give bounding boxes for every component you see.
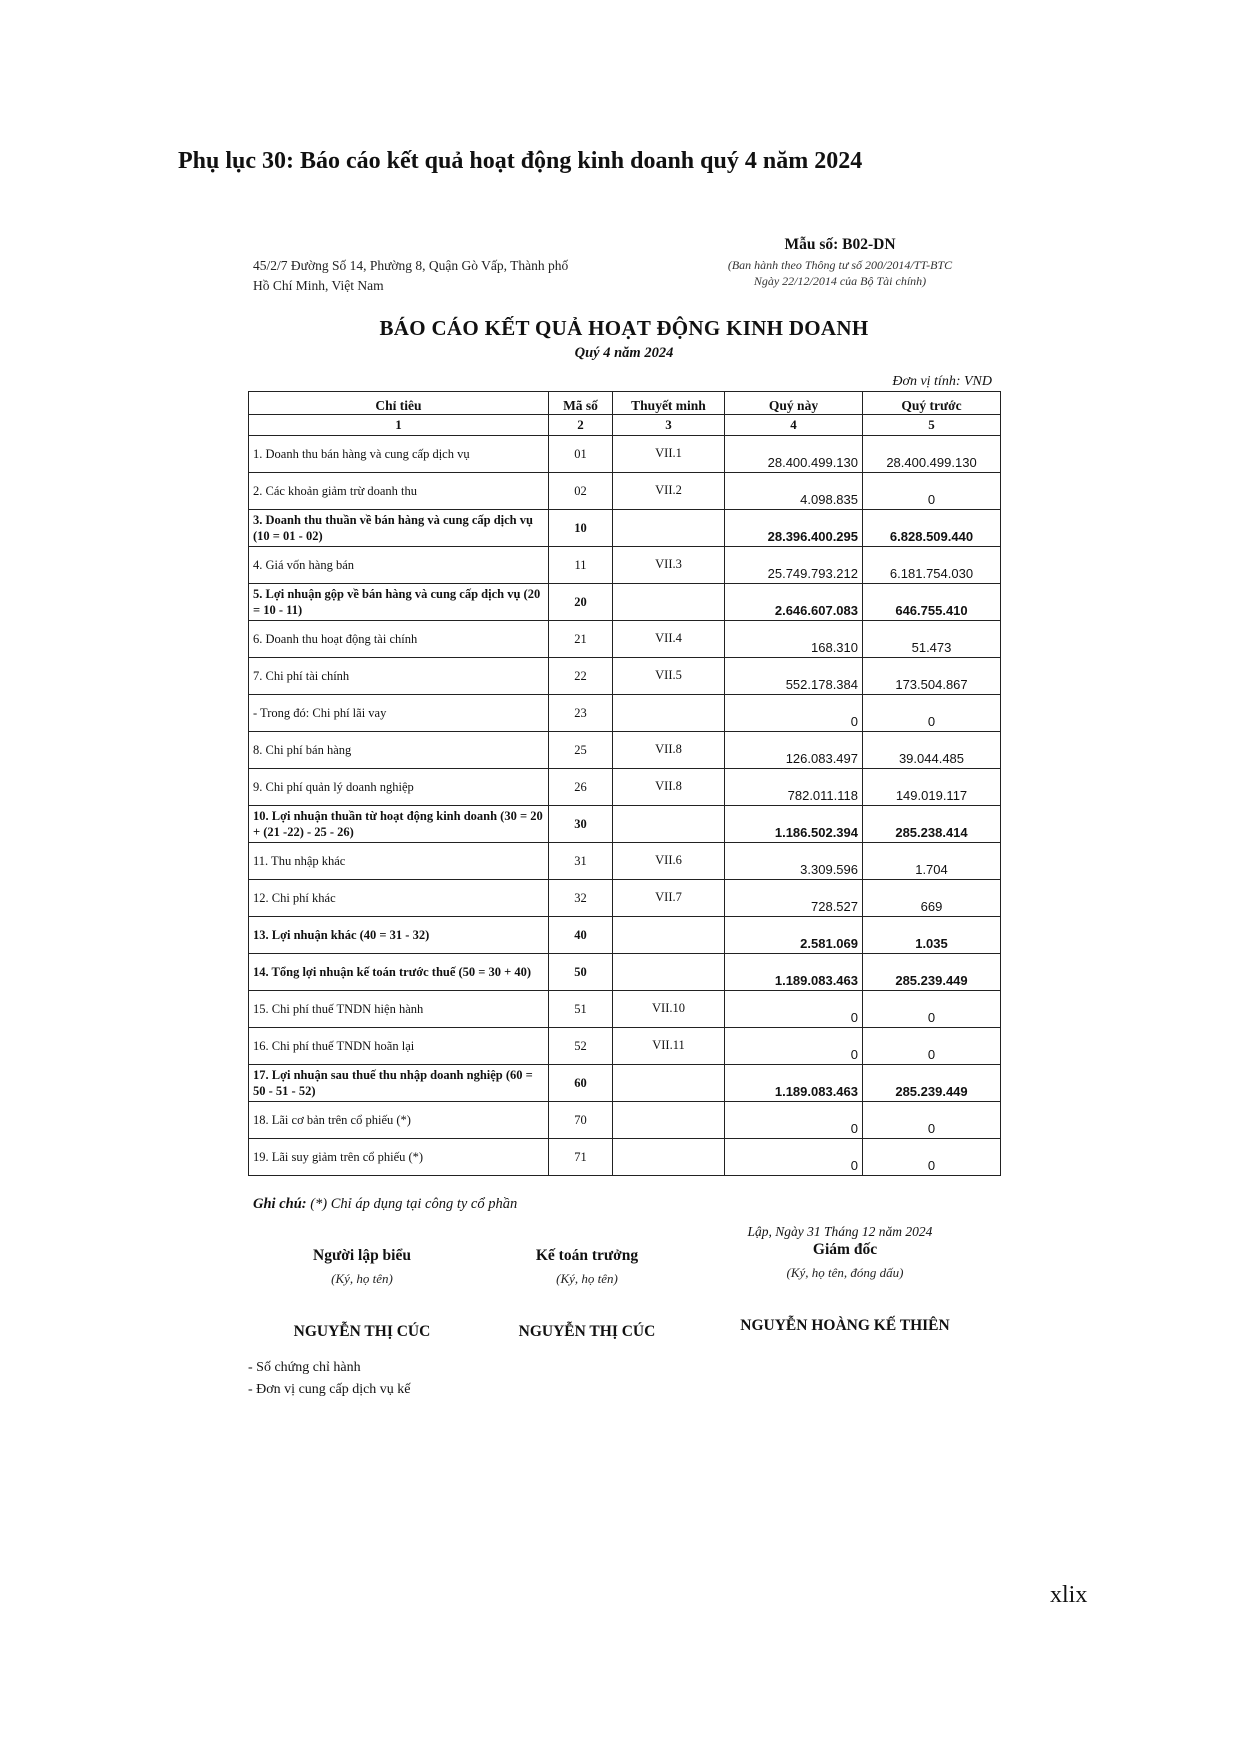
- row-label: 14. Tổng lợi nhuận kế toán trước thuế (50 = 30 + 40): [249, 954, 549, 991]
- header-current-quarter: Quý này: [725, 392, 863, 415]
- appendix-title: Phụ lục 30: Báo cáo kết quả hoạt động kinh doanh quý 4 năm 2024: [178, 148, 863, 174]
- row-label: 16. Chi phí thuế TNDN hoãn lại: [249, 1028, 549, 1065]
- row-code: 02: [549, 473, 613, 510]
- row-note: [613, 1102, 725, 1139]
- table-row: [249, 436, 1001, 473]
- row-current-value: 0: [725, 1028, 863, 1065]
- form-code-block: [680, 236, 1000, 289]
- row-current-value: 4.098.835: [725, 473, 863, 510]
- index-cell: 5: [863, 415, 1001, 436]
- table-row: [249, 806, 1001, 843]
- row-note: VII.1: [613, 436, 725, 473]
- report-period: Quý 4 năm 2024: [574, 345, 674, 361]
- row-previous-value: 0: [863, 1139, 1001, 1176]
- row-previous-value: 173.504.867: [863, 658, 1001, 695]
- row-current-value: 2.581.069: [725, 917, 863, 954]
- row-previous-value: 1.704: [863, 843, 1001, 880]
- row-note: VII.4: [613, 621, 725, 658]
- row-previous-value: 285.239.449: [863, 954, 1001, 991]
- row-previous-value: 1.035: [863, 917, 1001, 954]
- row-label: 2. Các khoản giảm trừ doanh thu: [249, 473, 549, 510]
- row-note: VII.6: [613, 843, 725, 880]
- row-note: [613, 917, 725, 954]
- table-header-row: [249, 392, 1001, 415]
- row-note: VII.3: [613, 547, 725, 584]
- signer-name: NGUYỄN THỊ CÚC: [293, 1323, 431, 1340]
- table-row: [249, 1102, 1001, 1139]
- form-issued-line-1: (Ban hành theo Thông tư số 200/2014/TT-BTC: [727, 258, 953, 272]
- row-previous-value: 0: [863, 695, 1001, 732]
- row-note: VII.8: [613, 732, 725, 769]
- row-label: 13. Lợi nhuận khác (40 = 31 - 32): [249, 917, 549, 954]
- company-address: [253, 256, 653, 296]
- footnote-label: Ghi chú:: [253, 1196, 307, 1212]
- row-code: 25: [549, 732, 613, 769]
- row-label: 7. Chi phí tài chính: [249, 658, 549, 695]
- row-code: 31: [549, 843, 613, 880]
- signer-instruction: (Ký, họ tên): [556, 1271, 618, 1286]
- row-previous-value: 0: [863, 473, 1001, 510]
- table-row: [249, 695, 1001, 732]
- page-number: xlix: [1050, 1582, 1088, 1608]
- table-row: [249, 880, 1001, 917]
- row-code: 60: [549, 1065, 613, 1102]
- row-current-value: 2.646.607.083: [725, 584, 863, 621]
- row-current-value: 28.396.400.295: [725, 510, 863, 547]
- signer-name: NGUYỄN HOÀNG KẾ THIÊN: [740, 1317, 950, 1334]
- row-code: 32: [549, 880, 613, 917]
- report-title: BÁO CÁO KẾT QUẢ HOẠT ĐỘNG KINH DOANH: [379, 316, 869, 340]
- signer-role: Giám đốc: [812, 1241, 878, 1258]
- row-note: VII.11: [613, 1028, 725, 1065]
- row-current-value: 552.178.384: [725, 658, 863, 695]
- extra-notes: [248, 1357, 411, 1401]
- row-previous-value: 51.473: [863, 621, 1001, 658]
- row-current-value: 1.189.083.463: [725, 1065, 863, 1102]
- row-code: 70: [549, 1102, 613, 1139]
- row-code: 52: [549, 1028, 613, 1065]
- row-label: 4. Giá vốn hàng bán: [249, 547, 549, 584]
- index-cell: 4: [725, 415, 863, 436]
- table-row: [249, 621, 1001, 658]
- row-note: [613, 1139, 725, 1176]
- row-previous-value: 669: [863, 880, 1001, 917]
- row-label: 9. Chi phí quản lý doanh nghiệp: [249, 769, 549, 806]
- row-previous-value: 646.755.410: [863, 584, 1001, 621]
- row-note: [613, 695, 725, 732]
- header-note: Thuyết minh: [613, 392, 725, 415]
- row-note: [613, 510, 725, 547]
- row-note: [613, 1065, 725, 1102]
- table-row: [249, 991, 1001, 1028]
- extra-note: - Đơn vị cung cấp dịch vụ kế: [248, 1382, 411, 1397]
- row-current-value: 25.749.793.212: [725, 547, 863, 584]
- table-row: [249, 843, 1001, 880]
- row-note: [613, 954, 725, 991]
- row-label: 6. Doanh thu hoạt động tài chính: [249, 621, 549, 658]
- row-note: VII.5: [613, 658, 725, 695]
- row-current-value: 782.011.118: [725, 769, 863, 806]
- row-current-value: 28.400.499.130: [725, 436, 863, 473]
- table-row: [249, 473, 1001, 510]
- row-code: 11: [549, 547, 613, 584]
- row-label: 12. Chi phí khác: [249, 880, 549, 917]
- row-code: 01: [549, 436, 613, 473]
- row-current-value: 126.083.497: [725, 732, 863, 769]
- address-line-1: 45/2/7 Đường Số 14, Phường 8, Quận Gò Vấp, Thành phố: [253, 258, 569, 273]
- row-code: 30: [549, 806, 613, 843]
- row-previous-value: 6.828.509.440: [863, 510, 1001, 547]
- row-code: 10: [549, 510, 613, 547]
- row-label: 3. Doanh thu thuần về bán hàng và cung cấp dịch vụ (10 = 01 - 02): [249, 510, 549, 547]
- row-current-value: 1.186.502.394: [725, 806, 863, 843]
- row-current-value: 0: [725, 991, 863, 1028]
- row-label: 5. Lợi nhuận gộp về bán hàng và cung cấp dịch vụ (20 = 10 - 11): [249, 584, 549, 621]
- row-current-value: 0: [725, 1102, 863, 1139]
- row-current-value: 728.527: [725, 880, 863, 917]
- header-indicator: Chỉ tiêu: [249, 392, 549, 415]
- index-cell: 3: [613, 415, 725, 436]
- row-label: 15. Chi phí thuế TNDN hiện hành: [249, 991, 549, 1028]
- table-row: [249, 510, 1001, 547]
- signer-instruction: (Ký, họ tên): [331, 1271, 393, 1286]
- form-code: Mẫu số: B02-DN: [784, 236, 896, 253]
- row-previous-value: 0: [863, 991, 1001, 1028]
- row-previous-value: 285.239.449: [863, 1065, 1001, 1102]
- row-note: VII.10: [613, 991, 725, 1028]
- table-row: [249, 547, 1001, 584]
- row-current-value: 168.310: [725, 621, 863, 658]
- signer-role: Người lập biểu: [313, 1247, 411, 1264]
- row-current-value: 3.309.596: [725, 843, 863, 880]
- signature-preparer: [262, 1247, 462, 1341]
- row-previous-value: 39.044.485: [863, 732, 1001, 769]
- table-row: [249, 658, 1001, 695]
- row-previous-value: 0: [863, 1102, 1001, 1139]
- row-current-value: 0: [725, 695, 863, 732]
- row-label: 10. Lợi nhuận thuần từ hoạt động kinh doanh (30 = 20 + (21 -22) - 25 - 26): [249, 806, 549, 843]
- table-row: [249, 584, 1001, 621]
- header-code: Mã số: [549, 392, 613, 415]
- signature-director: [700, 1241, 990, 1335]
- form-issued-note: [680, 257, 1000, 289]
- row-code: 71: [549, 1139, 613, 1176]
- table-row: [249, 917, 1001, 954]
- table-row: [249, 1065, 1001, 1102]
- row-label: 19. Lãi suy giảm trên cổ phiếu (*): [249, 1139, 549, 1176]
- table-row: [249, 769, 1001, 806]
- row-note: VII.7: [613, 880, 725, 917]
- header-previous-quarter: Quý trước: [863, 392, 1001, 415]
- address-line-2: Hồ Chí Minh, Việt Nam: [253, 278, 384, 293]
- table-row: [249, 954, 1001, 991]
- signature-chief-accountant: [487, 1247, 687, 1341]
- signer-role: Kế toán trưởng: [535, 1247, 639, 1264]
- row-current-value: 1.189.083.463: [725, 954, 863, 991]
- table-row: [249, 732, 1001, 769]
- extra-note: - Số chứng chỉ hành: [248, 1360, 361, 1375]
- row-note: [613, 584, 725, 621]
- signing-date: Lập, Ngày 31 Tháng 12 năm 2024: [747, 1224, 933, 1239]
- table-row: [249, 1028, 1001, 1065]
- index-cell: 2: [549, 415, 613, 436]
- row-code: 21: [549, 621, 613, 658]
- footnote: [253, 1196, 517, 1213]
- row-note: VII.2: [613, 473, 725, 510]
- row-current-value: 0: [725, 1139, 863, 1176]
- row-label: - Trong đó: Chi phí lãi vay: [249, 695, 549, 732]
- signer-name: NGUYỄN THỊ CÚC: [518, 1323, 656, 1340]
- footnote-text: (*) Chỉ áp dụng tại công ty cổ phần: [310, 1196, 518, 1212]
- row-previous-value: 0: [863, 1028, 1001, 1065]
- row-previous-value: 149.019.117: [863, 769, 1001, 806]
- row-code: 40: [549, 917, 613, 954]
- row-previous-value: 6.181.754.030: [863, 547, 1001, 584]
- index-cell: 1: [249, 415, 549, 436]
- form-issued-line-2: Ngày 22/12/2014 của Bộ Tài chính): [753, 274, 927, 288]
- row-note: [613, 806, 725, 843]
- table-index-row: [249, 415, 1001, 436]
- row-label: 17. Lợi nhuận sau thuế thu nhập doanh nghiệp (60 = 50 - 51 - 52): [249, 1065, 549, 1102]
- income-statement-table: [248, 391, 1001, 1176]
- signer-instruction: (Ký, họ tên, đóng dấu): [786, 1265, 904, 1280]
- row-previous-value: 28.400.499.130: [863, 436, 1001, 473]
- row-code: 23: [549, 695, 613, 732]
- row-label: 8. Chi phí bán hàng: [249, 732, 549, 769]
- row-label: 11. Thu nhập khác: [249, 843, 549, 880]
- row-note: VII.8: [613, 769, 725, 806]
- table-row: [249, 1139, 1001, 1176]
- row-previous-value: 285.238.414: [863, 806, 1001, 843]
- row-code: 20: [549, 584, 613, 621]
- row-code: 26: [549, 769, 613, 806]
- row-code: 22: [549, 658, 613, 695]
- row-code: 51: [549, 991, 613, 1028]
- currency-unit: Đơn vị tính: VND: [892, 374, 992, 389]
- row-label: 1. Doanh thu bán hàng và cung cấp dịch vụ: [249, 436, 549, 473]
- row-label: 18. Lãi cơ bản trên cổ phiếu (*): [249, 1102, 549, 1139]
- row-code: 50: [549, 954, 613, 991]
